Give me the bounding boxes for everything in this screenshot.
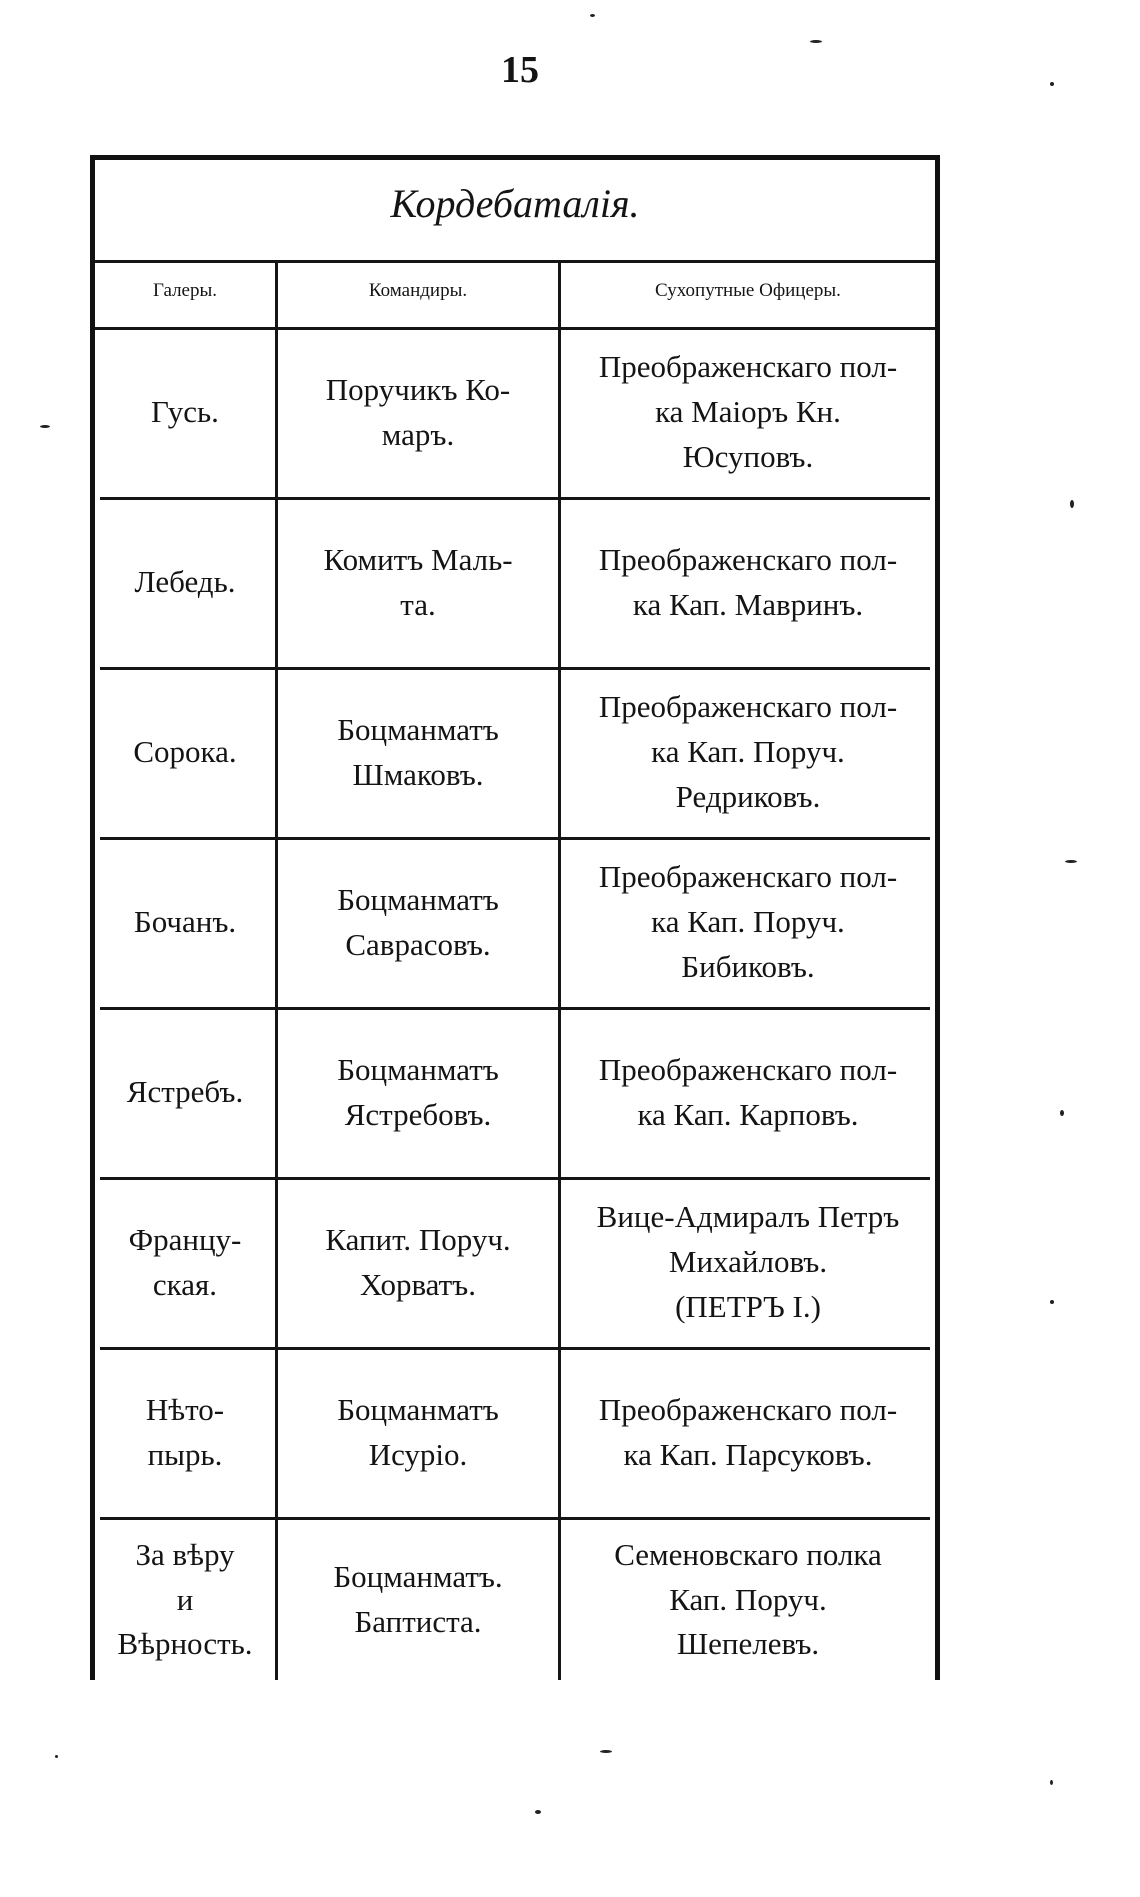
row-8-galley: За вѣру и Вѣрность.: [117, 1536, 253, 1662]
scan-speck: [810, 40, 822, 43]
row-4-officer: Преображенскаго пол- ка Кап. Поруч. Бибиковъ.: [598, 859, 898, 984]
scan-speck: [1050, 1780, 1053, 1785]
row-8-commander: Боцманматъ. Баптиста.: [333, 1559, 503, 1639]
scan-speck: [590, 14, 595, 17]
row-1-commander: Поручикъ Ко- маръ.: [325, 371, 511, 452]
page-number: 15: [501, 49, 539, 91]
scan-speck: [535, 1810, 541, 1814]
row-7-officer: Преображенскаго пол- ка Кап. Парсуковъ.: [598, 1391, 898, 1472]
scan-speck: [1070, 500, 1074, 508]
row-6-officer: Вице-Адмиралъ Петръ Михайловъ. (ПЕТРЪ I.): [596, 1199, 900, 1324]
scan-speck: [55, 1755, 58, 1758]
header-commanders: Командиры.: [368, 280, 468, 301]
title-divider: [95, 260, 935, 263]
row-8-officer: Семеновскаго полка Кап. Поруч. Шепелевъ.: [614, 1536, 882, 1662]
row-4-commander: Боцманматъ Саврасовъ.: [337, 881, 499, 962]
scan-speck: [1050, 82, 1054, 86]
row-6-commander: Капит. Поруч. Хорватъ.: [325, 1221, 511, 1302]
scan-speck: [1060, 1110, 1064, 1116]
scan-speck: [1050, 1300, 1054, 1304]
row-2-galley: Лебедь.: [134, 564, 236, 600]
row-2-officer: Преображенскаго пол- ка Кап. Мавринъ.: [598, 541, 898, 622]
scan-speck: [1065, 860, 1077, 863]
row-3-officer: Преображенскаго пол- ка Кап. Поруч. Редриковъ.: [598, 689, 898, 814]
scan-speck: [40, 425, 50, 428]
header-officers: Сухопутные Офицеры.: [655, 280, 841, 301]
table-title: Кордебаталія.: [390, 181, 640, 226]
row-5-officer: Преображенскаго пол- ка Кап. Карповъ.: [598, 1051, 898, 1132]
row-1-officer: Преображенскаго пол- ка Маіоръ Кн. Юсуповъ.: [598, 349, 898, 474]
scan-speck: [600, 1750, 612, 1753]
row-5-galley: Ястребъ.: [126, 1074, 244, 1110]
row-3-galley: Сорока.: [133, 734, 237, 770]
row-7-galley: Нѣто- пырь.: [145, 1391, 225, 1472]
row-4-galley: Бочанъ.: [133, 904, 237, 940]
row-5-commander: Боцманматъ Ястребовъ.: [337, 1051, 499, 1132]
row-6-galley: Францу- ская.: [128, 1221, 242, 1302]
row-2-commander: Комитъ Маль- та.: [323, 541, 513, 622]
header-galleys: Галеры.: [152, 280, 218, 301]
row-3-commander: Боцманматъ Шмаковъ.: [337, 711, 499, 792]
corps-de-bataille-table: [90, 155, 940, 1680]
row-7-commander: Боцманматъ Исурio.: [337, 1391, 499, 1472]
row-1-galley: Гусь.: [151, 394, 219, 430]
